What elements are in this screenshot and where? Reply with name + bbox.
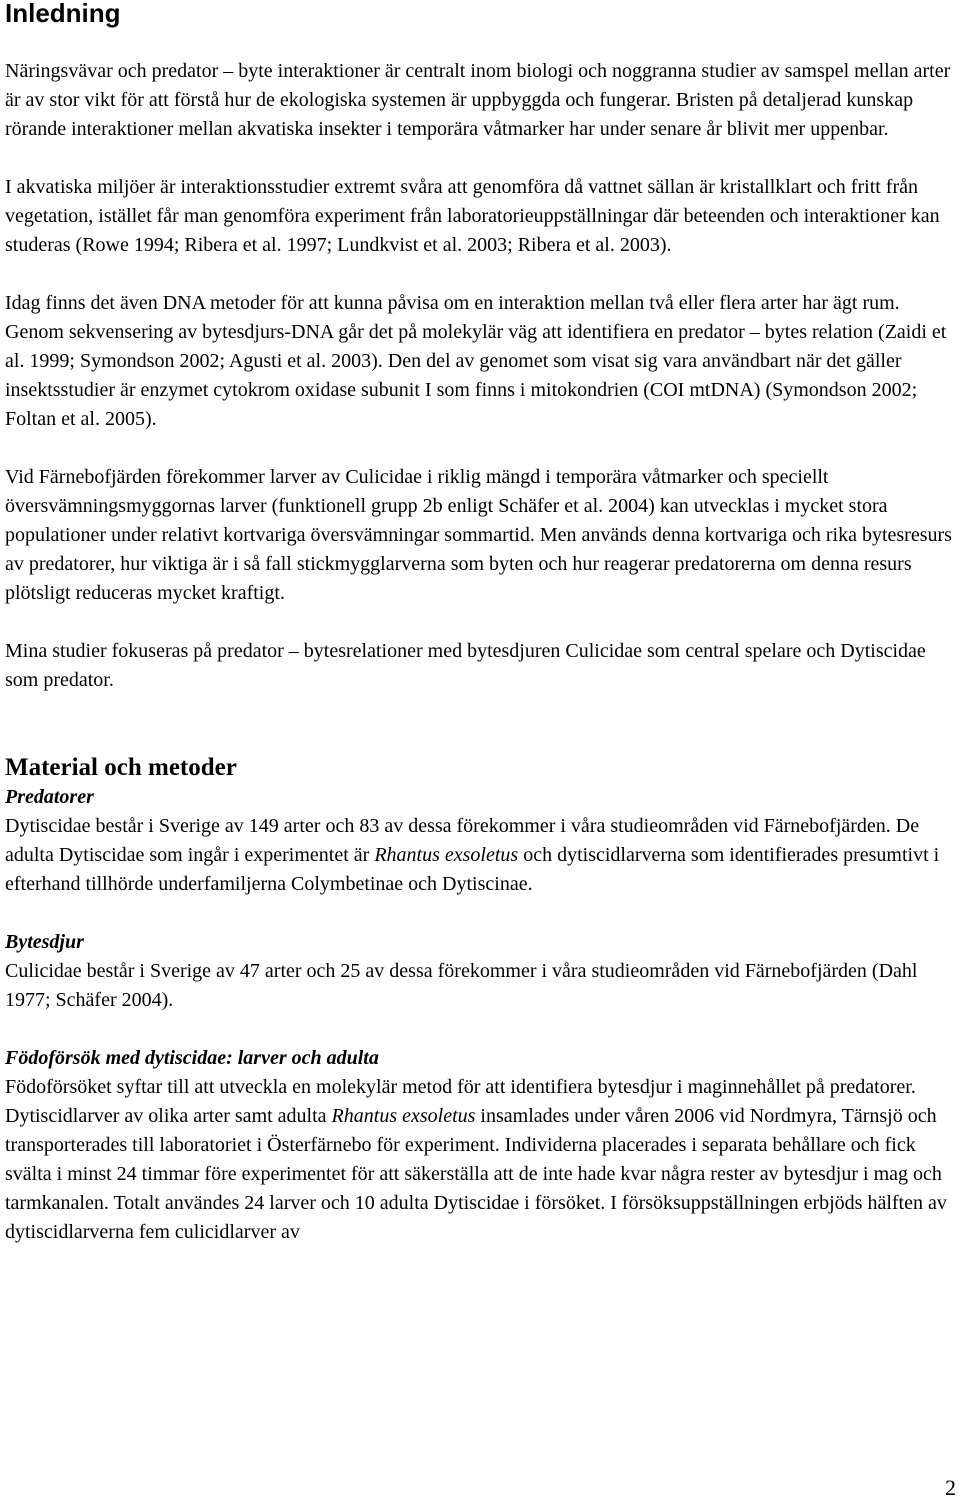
species-name-rhantus-2: Rhantus exsoletus [331, 1105, 476, 1127]
paragraph-intro-1: Näringsvävar och predator – byte interaktioner är centralt inom biologi och noggranna studier av samspel mellan arter är av stor vikt för att förstå hur de ekologiska systemen är uppbyggda och fungerar. Bristen på detaljerad kunskap rörande interaktioner mellan akvatiska insekter i temporära våtmarker har under senare år blivit mer uppenbar. [5, 60, 951, 140]
paragraph-bytesdjur: Culicidae består i Sverige av 47 arter och 25 av dessa förekommer i våra studieområden vid Färnebofjärden (Dahl 1977; Schäfer 2004). [5, 960, 918, 1011]
paragraph-intro-3: Idag finns det även DNA metoder för att kunna påvisa om en interaktion mellan två eller flera arter har ägt rum. Genom sekvensering av bytesdjurs-DNA går det på molekylär väg att identifiera en predator – bytes relation (Zaidi et al. 1999; Symondson 2002; Agusti et al. 2003). Den del av genomet som visat sig vara användbart när det gäller insektsstudier är enzymet cytokrom oxidase subunit I som finns i mitokondrien (COI mtDNA) (Symondson 2002; Foltan et al. 2005). [5, 292, 947, 430]
subheading-predatorer: Predatorer [5, 786, 94, 808]
section-heading-inledning: Inledning [5, 0, 121, 28]
section-heading-material-och-metoder: Material och metoder [5, 754, 237, 781]
paragraph-predatorer-text-a: Dytiscidae består i Sverige av 149 arter och 83 av dessa förekommer i våra studieområden vid Färnebofjärden. De adulta Dytiscidae som ingår i experimentet är [5, 815, 920, 866]
paragraph-intro-4: Vid Färnebofjärden förekommer larver av Culicidae i riklig mängd i temporära våtmarker och speciellt översvämningsmyggornas larver (funktionell grupp 2b enligt Schäfer et al. 2004) kan utvecklas i mycket stora populationer under relativt kortvariga översvämningar sommartid. Men används denna kortvariga och rika bytesresurs av predatorer, hur viktiga är i så fall stickmygglarverna som byten och hur reagerar predatorerna om denna resurs plötsligt reduceras mycket kraftigt. [5, 466, 952, 604]
paragraph-intro-5: Mina studier fokuseras på predator – bytesrelationer med bytesdjuren Culicidae som central spelare och Dytiscidae som predator. [5, 640, 926, 691]
species-name-rhantus: Rhantus exsoletus [374, 844, 519, 866]
paragraph-fodoforsok-text-b: insamlades under våren 2006 vid Nordmyra, Tärnsjö och transporterades till laboratoriet i Österfärnebo för experiment. Individerna placerades i separata behållare och fick svälta i minst 24 timmar före experimentet för att säkerställa att de inte hade kvar några rester av bytesdjur i mag och tarmkanalen. Totalt användes 24 larver och 10 adulta Dytiscidae i försöket. I försöksuppställningen erbjöds hälften av dytiscidlarverna fem culicidlarver av [5, 1105, 947, 1243]
paragraph-fodoforsok [5, 1073, 957, 1247]
paragraph-predatorer [5, 812, 957, 899]
document-page [5, 0, 957, 1247]
page-number: 2 [945, 1475, 956, 1500]
subheading-fodoforsok: Födoförsök med dytiscidae: larver och adulta [5, 1047, 379, 1069]
paragraph-fodoforsok-text-a: Födoförsöket syftar till att utveckla en molekylär metod för att identifiera bytesdjur i maginnehållet på predatorer. Dytiscidlarver av olika arter samt adulta [5, 1076, 916, 1127]
paragraph-intro-2: I akvatiska miljöer är interaktionsstudier extremt svåra att genomföra då vattnet sällan är kristallklart och fritt från vegetation, istället får man genomföra experiment från laboratorieuppställningar där beteenden och interaktioner kan studeras (Rowe 1994; Ribera et al. 1997; Lundkvist et al. 2003; Ribera et al. 2003). [5, 176, 940, 256]
paragraph-predatorer-text-b: och dytiscidlarverna som identifierades presumtivt i efterhand tillhörde underfamiljerna Colymbetinae och Dytiscinae. [5, 844, 940, 895]
subheading-bytesdjur: Bytesdjur [5, 931, 84, 953]
